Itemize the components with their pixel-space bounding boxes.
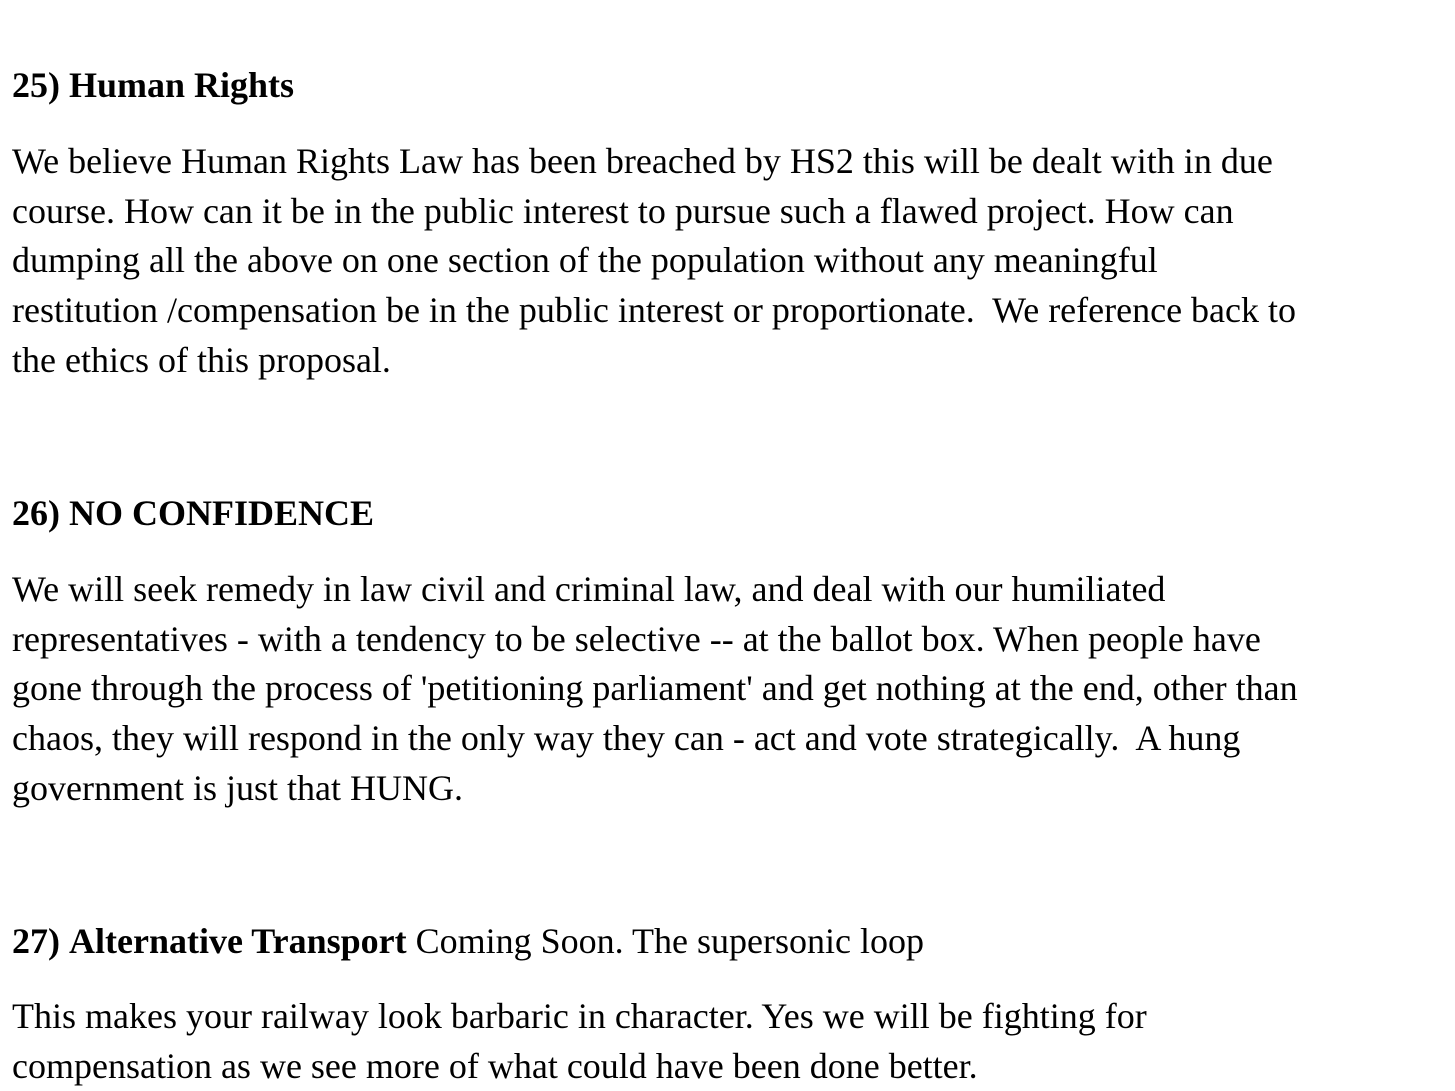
body-line: We will seek remedy in law civil and criminal law, and deal with our humiliated <box>12 569 1166 609</box>
section-title-suffix: Coming Soon. The supersonic loop <box>406 921 924 961</box>
section-number: 26) <box>12 493 60 533</box>
section-heading-25 <box>12 65 294 105</box>
section-number: 25) <box>12 65 60 105</box>
body-line: This makes your railway look barbaric in character. Yes we will be fighting for <box>12 996 1147 1036</box>
section-heading-27 <box>12 921 924 961</box>
body-line: course. How can it be in the public interest to pursue such a flawed project. How can <box>12 190 1234 231</box>
body-line: restitution /compensation be in the public interest or proportionate. We reference back to <box>12 290 1297 331</box>
body-line: government is just that HUNG. <box>12 767 463 808</box>
body-line: gone through the process of 'petitioning parliament' and get nothing at the end, other than <box>12 668 1298 709</box>
body-line: the ethics of this proposal. <box>12 339 391 380</box>
body-line: compensation as we see more of what could have been done better. <box>12 1045 978 1086</box>
section-body-26 <box>12 565 1452 814</box>
section-title: Human Rights <box>69 65 295 105</box>
section-body-27 <box>12 992 1452 1091</box>
body-line: We believe Human Rights Law has been breached by HS2 this will be dealt with in due <box>12 141 1273 181</box>
body-line: dumping all the above on one section of the population without any meaningful <box>12 240 1158 281</box>
body-line: representatives - with a tendency to be selective -- at the ballot box. When people have <box>12 618 1261 659</box>
section-body-25 <box>12 137 1452 386</box>
section-title: Alternative Transport <box>69 921 407 961</box>
body-line: chaos, they will respond in the only way they can - act and vote strategically. A hung <box>12 718 1241 759</box>
section-heading-26 <box>12 493 374 533</box>
section-number: 27) <box>12 921 60 961</box>
section-title: NO CONFIDENCE <box>69 493 375 533</box>
